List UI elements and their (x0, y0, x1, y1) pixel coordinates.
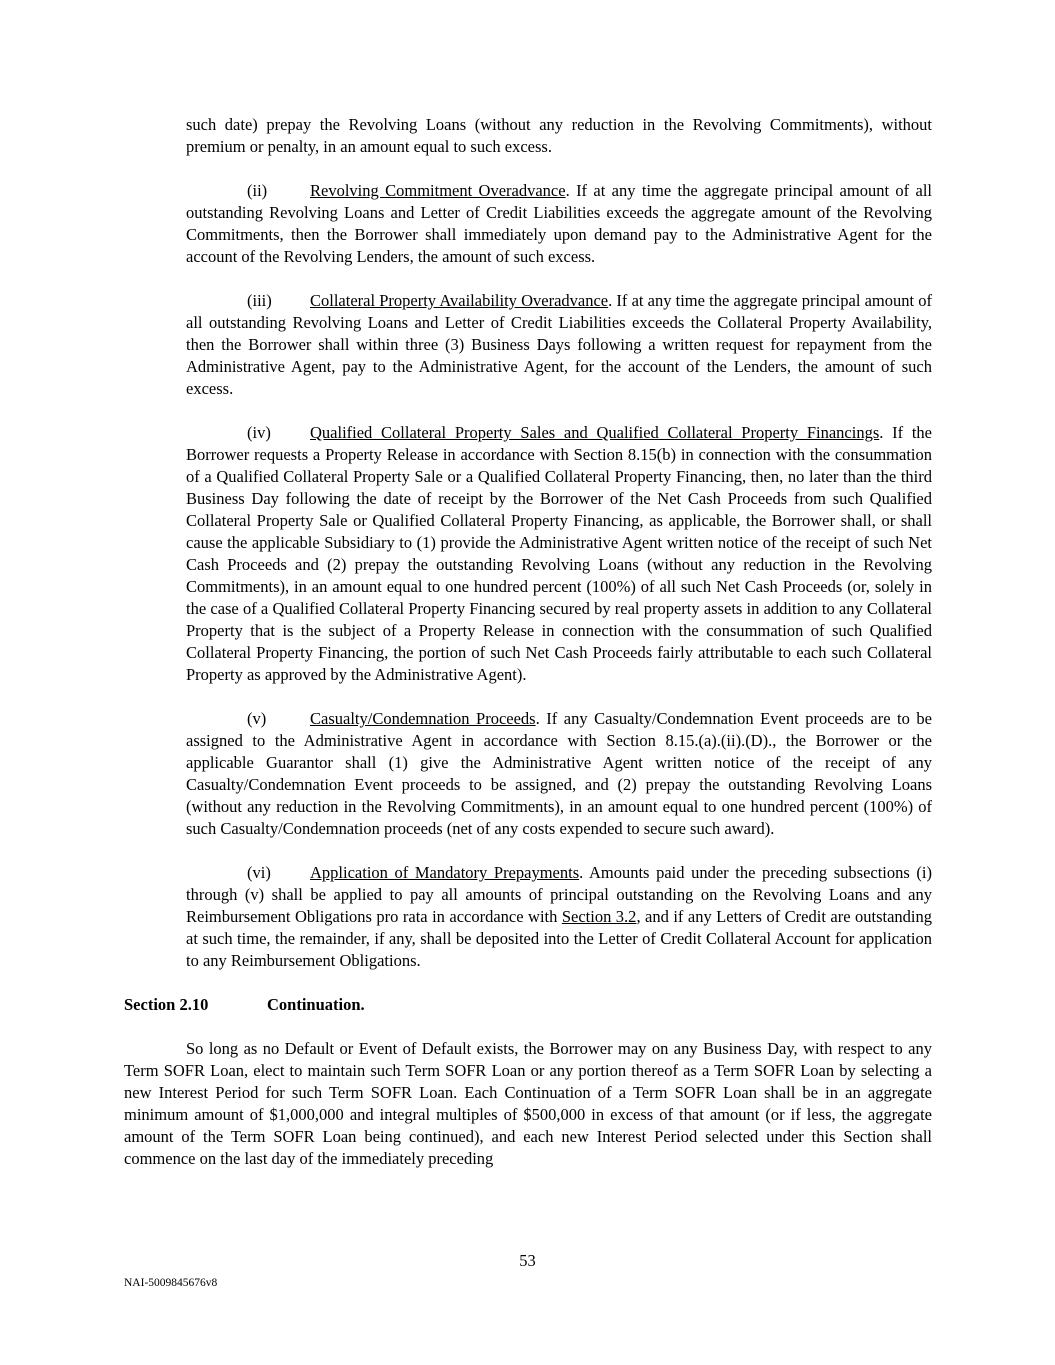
subsection-body: . If the Borrower requests a Property Release in accordance with Section 8.15(b) in connection with the consummation of a Qualified Collateral Property Sale or a Qualified Collateral Property Financing, then, no later than the third Business Day following the date of receipt by the Borrower of the Net Cash Proceeds from such Qualified Collateral Property Sale or Qualified Collateral Property Financing, as applicable, the Borrower shall, or shall cause the applicable Subsidiary to (1) provide the Administrative Agent written notice of the receipt of such Net Cash Proceeds and (2) prepay the outstanding Revolving Loans (without any reduction in the Revolving Commitments), in an amount equal to one hundred percent (100%) of all such Net Cash Proceeds (or, solely in the case of a Qualified Collateral Property Financing secured by real property assets in addition to any Collateral Property that is the subject of a Property Release in connection with the consummation of such Qualified Collateral Property Financing, the portion of such Net Cash Proceeds fairly attributable to each such Collateral Property as approved by the Administrative Agent). (186, 423, 932, 684)
subsection-tail: , and if any Letters of Credit are outstanding at such time, the remainder, if any, shall be deposited into the Letter of Credit Collateral Account for application to any Reimbursement Obligations. (186, 907, 932, 970)
subsection-heading: Application of Mandatory Prepayments (310, 863, 580, 882)
subsection-heading: Revolving Commitment Overadvance (310, 181, 566, 200)
subsection-iii (186, 290, 932, 400)
subsection-body: . If at any time the aggregate principal amount of all outstanding Revolving Loans and Letter of Credit Liabilities exceeds the aggregate amount of the Revolving Commitments, then the Borrower shall immediately upon demand pay to the Administrative Agent for the account of the Revolving Lenders, the amount of such excess. (186, 181, 932, 266)
section-title: Continuation. (267, 995, 365, 1014)
section-2-10-heading (124, 994, 932, 1016)
subsection-marker: (v) (247, 709, 267, 728)
subsection-body: . If any Casualty/Condemnation Event proceeds are to be assigned to the Administrative Agent in accordance with Section 8.15.(a).(ii).(D)., the Borrower or the applicable Guarantor shall (1) give the Administrative Agent written notice of the receipt of any Casualty/Condemnation Event proceeds to be assigned, and (2) prepay the outstanding Revolving Loans (without any reduction in the Revolving Commitments), in an amount equal to one hundred percent (100%) of such Casualty/Condemnation proceeds (net of any costs expended to secure such award). (186, 709, 933, 838)
subsection-body: . If at any time the aggregate principal amount of all outstanding Revolving Loans and Letter of Credit Liabilities exceeds the Collateral Property Availability, then the Borrower shall within three (3) Business Days following a written request for repayment from the Administrative Agent, pay to the Administrative Agent, for the account of the Lenders, the amount of such excess. (186, 291, 932, 398)
subsection-heading: Collateral Property Availability Overadvance (310, 291, 609, 310)
page-number: 53 (519, 1251, 536, 1270)
subsection-marker: (vi) (247, 863, 271, 882)
paragraph-prepay-continuation: such date) prepay the Revolving Loans (without any reduction in the Revolving Commitments), without premium or penalty, in an amount equal to such excess. (186, 115, 932, 156)
subsection-ii (186, 180, 932, 268)
subsection-vi (186, 862, 932, 972)
subsection-body: . Amounts paid under the preceding subsections (i) through (v) shall be applied to pay all amounts of principal outstanding on the Revolving Loans and any Reimbursement Obligations pro rata in accordance with (186, 863, 932, 926)
cross-reference: Section 3.2 (561, 907, 637, 926)
document-id-footer: NAI-5009845676v8 (124, 1277, 218, 1289)
subsection-marker: (iv) (247, 423, 271, 442)
paragraph-continuation-body: So long as no Default or Event of Default exists, the Borrower may on any Business Day, with respect to any Term SOFR Loan, elect to maintain such Term SOFR Loan or any portion thereof as a Term SOFR Loan by selecting a new Interest Period for such Term SOFR Loan. Each Continuation of a Term SOFR Loan shall be in an aggregate minimum amount of $1,000,000 and integral multiples of $500,000 in excess of that amount (or if less, the aggregate amount of the Term SOFR Loan being continued), and each new Interest Period selected under this Section shall commence on the last day of the immediately preceding (124, 1039, 932, 1168)
subsection-v (186, 708, 932, 840)
subsection-iv (186, 422, 932, 686)
subsection-marker: (ii) (247, 181, 268, 200)
subsection-heading: Casualty/Condemnation Proceeds (310, 709, 536, 728)
section-number: Section 2.10 (124, 995, 209, 1014)
subsection-block (186, 114, 932, 972)
subsection-marker: (iii) (247, 291, 272, 310)
subsection-heading: Qualified Collateral Property Sales and Qualified Collateral Property Financings (310, 423, 880, 442)
page-content (124, 114, 932, 1170)
